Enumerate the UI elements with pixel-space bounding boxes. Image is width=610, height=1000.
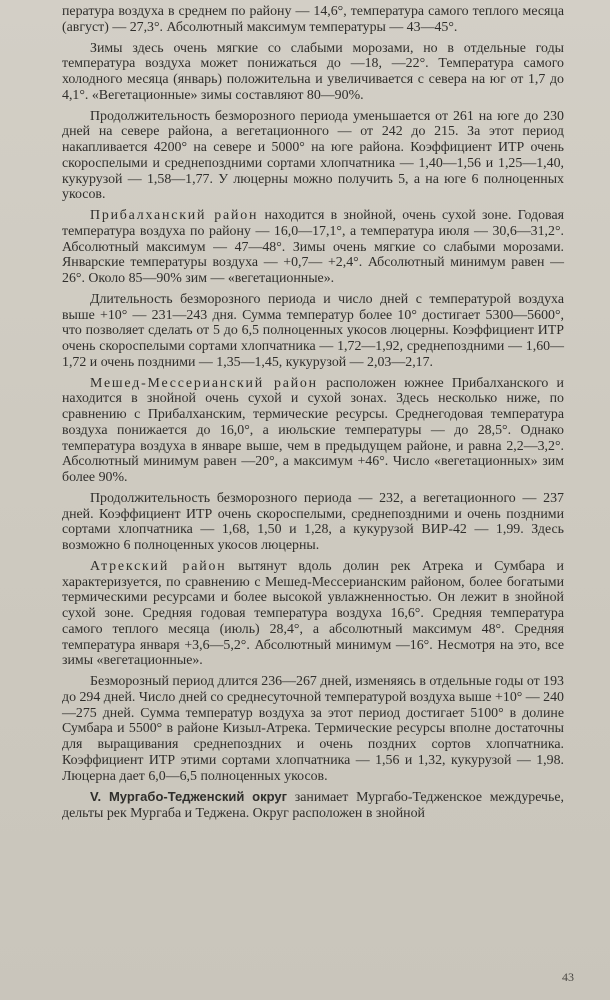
- atrek-text: вытянут вдоль долин рек Атрека и Сумбара и характеризуется, по сравнению с Мешед-Мессерианским районом, более богатыми термическими ресурсами и более высокой увлажненностью. Он лежит в знойной сухой зоне. Средняя годовая температура воздуха 16,6°. Средняя температура самого теплого месяца (июль) 28,4°, а абсолютный максимум 48°. Средняя температура января +3,6—5,2°. Абсолютный минимум —16°. Несмотря на это, все зимы «вегетационные».: [62, 558, 564, 669]
- district-name-pribalkhan: Прибалханский район: [90, 208, 259, 223]
- pribalkhan-text: находится в знойной, очень сухой зоне. Годовая температура воздуха по району — 16,0—17,1°, а температура июля — 30,6—31,2°. Абсолютный максимум — 47—48°. Зимы очень мягкие со слабыми морозами. Январские температуры воздуха — +0,7— +2,4°. Абсолютный минимум равен — 26°. Около 85—90% зим — «вегетационные».: [62, 208, 564, 286]
- paragraph-temperature-summary: пература воздуха в среднем по району — 14,6°, температура самого теплого месяца (август) — 27,3°. Абсолютный максимум температуры — 43—45°.: [62, 4, 564, 35]
- paragraph-winters: Зимы здесь очень мягкие со слабыми морозами, но в отдельные годы температура воздуха может понижаться до —18, —22°. Температура самого холодного месяца (январь) положительна и увеличивается с севера на юг от 1,7 до 4,1°. «Вегетационные» зимы составляют 80—90%.: [62, 40, 564, 103]
- section-heading-murgab: V. Мургабо-Тедженский округ: [90, 789, 288, 805]
- district-name-atrek: Атрекский район: [90, 558, 227, 574]
- paragraph-meshed-frost-free: Продолжительность безморозного периода — 232, а вегетационного — 237 дней. Коэффициент ИТР очень скороспелыми, среднепоздними и очень поздними сортами хлопчатника — 1,68, 1,50 и 1,28, а кукурузой ВИР-42 — 1,99. Здесь возможно 6 полноценных укосов люцерны.: [62, 490, 564, 553]
- meshed-text: расположен южнее Прибалханского и находится в знойной очень сухой и сухой зонах. Здесь несколько ниже, по сравнению с Прибалханским, термические ресурсы. Среднегодовая температура воздуха понижается до 16,0°, а июльские температуры — до 28,5°. Однако температура воздуха в январе выше, чем в предыдущем районе, и равна 2,2—3,2°. Абсолютный минимум равен —20°, а максимум +46°. Число «вегетационных» зим более 90%.: [62, 375, 564, 485]
- paragraph-pribalkhan-frost-free: Длительность безморозного периода и число дней с температурой воздуха выше +10° — 231—243 дня. Сумма температур более 10° достигает 5300—5600°, что позволяет сделать от 5 до 6,5 полноценных укосов люцерны. Коэффициент ИТР очень скороспелыми сортами хлопчатника — 1,72—1,92, среднепоздними — 1,60—1,72 и очень поздними — 1,35—1,45, кукурузой — 2,03—2,17.: [62, 291, 564, 370]
- paragraph-murgab-okrug: [62, 789, 564, 822]
- paragraph-atrek-district: [62, 559, 564, 669]
- murgab-text: занимает Мургабо-Тедженское междуречье, дельты рек Мургаба и Теджена. Округ расположен в знойной: [62, 790, 564, 821]
- page-number: 43: [562, 970, 574, 984]
- paragraph-pribalkhan-district: [62, 208, 564, 287]
- paragraph-frost-free-period: Продолжительность безморозного периода уменьшается от 261 на юге до 230 дней на севере района, а вегетационного — от 242 до 215. За этот период накапливается 4200° на севере и 5000° на юге района. Коэффициент ИТР очень скороспелыми и среднепоздними сортами хлопчатника — 1,40—1,56 и 1,25—1,40, кукурузой — 1,58—1,77. У люцерны можно получить 5, а на юге 6 полноценных укосов.: [62, 108, 564, 203]
- paragraph-atrek-frost-free: Безморозный период длится 236—267 дней, изменяясь в отдельные годы от 193 до 294 дней. Число дней со среднесуточной температурой воздуха выше +10° — 240—275 дней. Сумма температур воздуха за этот период достигает 5100° в долине Сумбара и 5500° в районе Кизыл-Атрека. Термические ресурсы вполне достаточны для выращивания среднепоздних и очень поздних сортов хлопчатника. Коэффициент ИТР этими сортами хлопчатника — 1,56 и 1,32, кукурузой — 1,98. Люцерна дает 6,0—6,5 полноценных укосов.: [62, 674, 564, 784]
- district-name-meshed: Мешед-Мессерианский район: [90, 375, 318, 391]
- paragraph-meshed-district: [62, 376, 564, 486]
